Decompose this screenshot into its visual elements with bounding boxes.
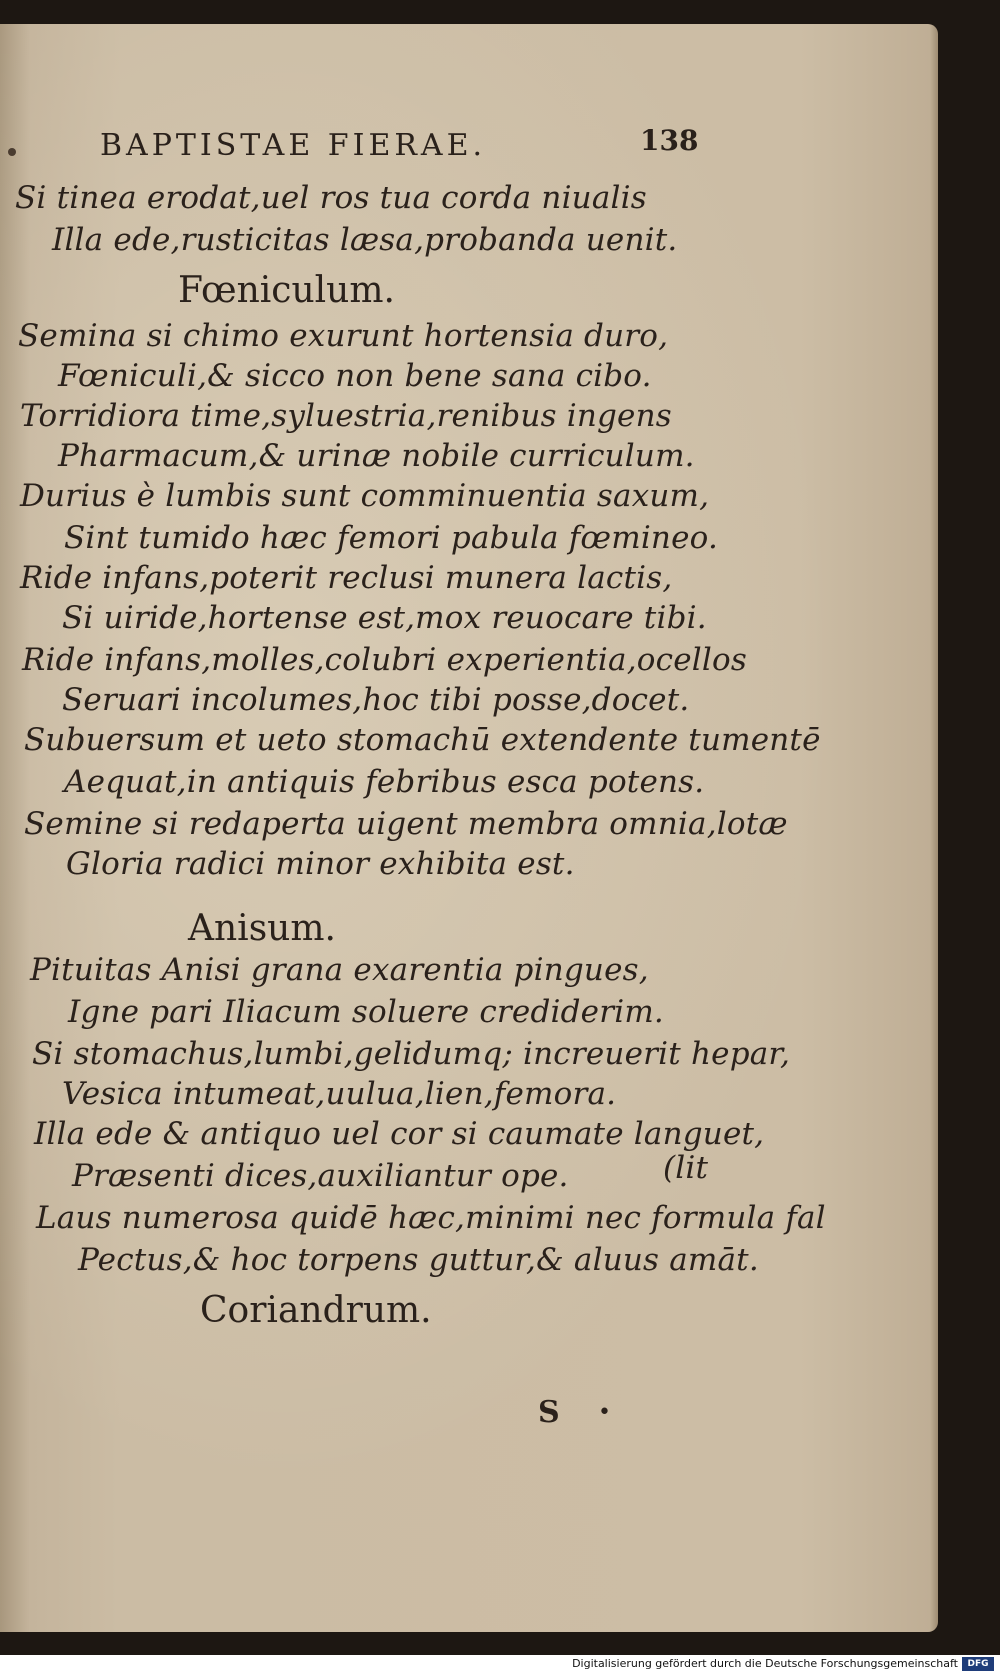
verse-line: Illa ede & antiquo uel cor si caumate languet,: [34, 1116, 765, 1152]
section-heading: Fœniculum.: [178, 270, 395, 311]
verse-line: Ride infans,molles,colubri experientia,ocellos: [22, 642, 747, 678]
verse-line: Ride infans,poterit reclusi munera lactis,: [20, 560, 673, 596]
running-title: BAPTISTAE FIERAE.: [100, 128, 487, 163]
verse-carryover: (lit: [663, 1150, 709, 1186]
verse-line: Laus numerosa quidē hæc,minimi nec formula fal: [36, 1200, 826, 1236]
footer-credit: Digitalisierung gefördert durch die Deutsche Forschungsgemeinschaft: [572, 1657, 958, 1670]
signature-mark: S: [538, 1395, 560, 1430]
verse-line: Pharmacum,& urinæ nobile curriculum.: [58, 438, 695, 474]
margin-mark: [8, 148, 16, 156]
page-number: 138: [640, 124, 699, 157]
verse-line: Pectus,& hoc torpens guttur,& aluus amāt.: [78, 1242, 759, 1278]
section-heading: Coriandrum.: [200, 1290, 432, 1331]
signature-ornament: •: [598, 1400, 611, 1425]
section-heading: Anisum.: [188, 908, 336, 949]
verse-line: Si tinea erodat,uel ros tua corda niualis: [15, 180, 647, 216]
verse-line: Aequat,in antiquis febribus esca potens.: [64, 764, 705, 800]
verse-line: Semina si chimo exurunt hortensia duro,: [18, 318, 669, 354]
dfg-logo: DFG: [962, 1657, 994, 1671]
verse-line: Pituitas Anisi grana exarentia pingues,: [30, 952, 649, 988]
verse-line: Illa ede,rusticitas læsa,probanda uenit.: [52, 222, 678, 258]
verse-line: Si uiride,hortense est,mox reuocare tibi.: [62, 600, 707, 636]
verse-line: Fœniculi,& sicco non bene sana cibo.: [58, 358, 652, 394]
verse-line: Sint tumido hæc femori pabula fœmineo.: [64, 520, 719, 556]
footer-bar: [0, 1655, 1000, 1675]
verse-line: Igne pari Iliacum soluere crediderim.: [68, 994, 664, 1030]
verse-line: Gloria radici minor exhibita est.: [66, 846, 575, 882]
verse-line: Subuersum et ueto stomachū extendente tumentē: [24, 722, 821, 758]
verse-line: Vesica intumeat,uulua,lien,femora.: [62, 1076, 617, 1112]
verse-line: Semine si redaperta uigent membra omnia,lotæ: [24, 806, 788, 842]
verse-line: Præsenti dices,auxiliantur ope.: [72, 1158, 569, 1194]
verse-line: Si stomachus,lumbi,gelidumq; increuerit hepar,: [32, 1036, 791, 1072]
verse-line: Torridiora time,syluestria,renibus ingens: [20, 398, 672, 434]
verse-line: Seruari incolumes,hoc tibi posse,docet.: [62, 682, 690, 718]
verse-line: Durius è lumbis sunt comminuentia saxum,: [20, 478, 710, 514]
